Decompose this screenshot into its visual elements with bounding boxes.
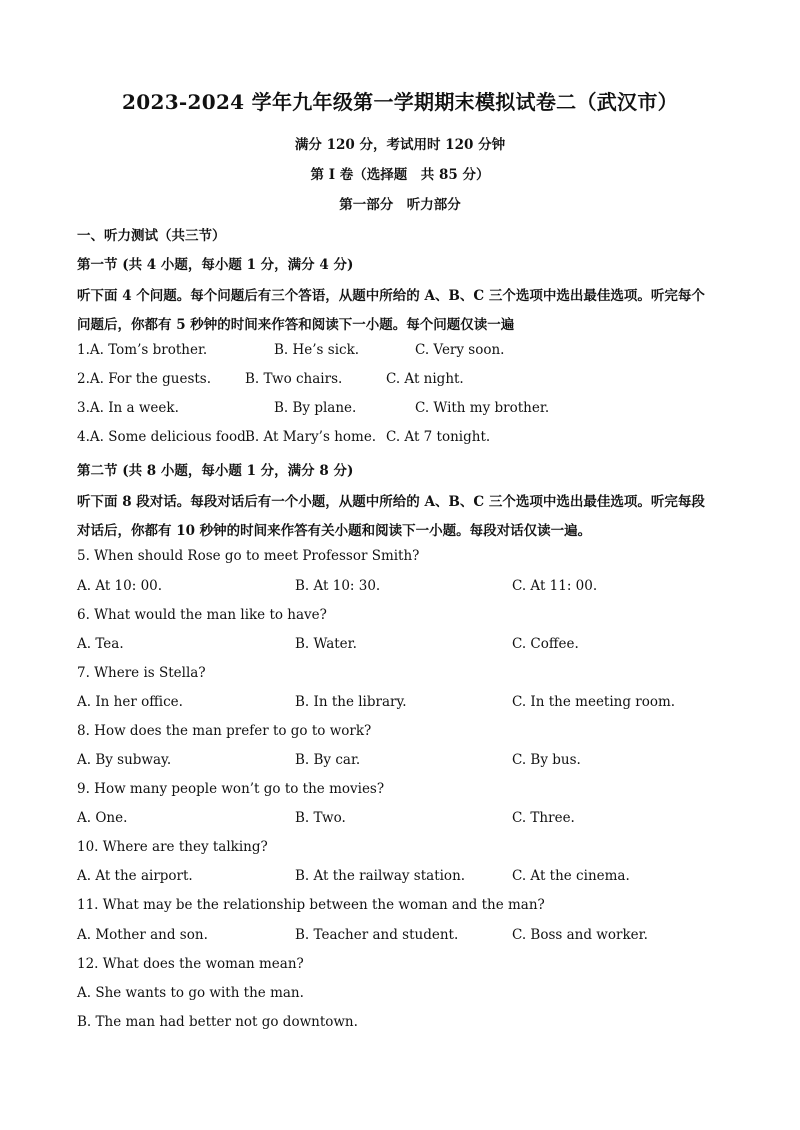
question-6-text: 6. What would the man like to have? [77, 607, 327, 623]
section1-instruction-1: 听下面 4 个问题。每个问题后有三个答语，从题中所给的 A、B、C 三个选项中选出最佳选项。听完每个 [77, 288, 705, 304]
question-9-text: 9. How many people won’t go to the movies? [77, 781, 385, 797]
volume-heading: 第 I 卷（选择题 共 85 分） [310, 167, 490, 183]
option-9b: B. Two. [295, 810, 346, 826]
option-4a: 4.A. Some delicious food. [77, 429, 251, 445]
question-11-text: 11. What may be the relationship between the woman and the man? [77, 897, 545, 913]
option-1c: C. Very soon. [415, 342, 505, 358]
question-7-text: 7. Where is Stella? [77, 665, 206, 681]
option-5c: C. At 11: 00. [512, 578, 598, 594]
option-7a: A. In her office. [77, 694, 183, 710]
option-12a: A. She wants to go with the man. [77, 985, 304, 1001]
option-11a: A. Mother and son. [77, 927, 208, 943]
option-5b: B. At 10: 30. [295, 578, 381, 594]
option-4c: C. At 7 tonight. [386, 429, 491, 445]
option-1a: 1.A. Tom’s brother. [77, 342, 208, 358]
question-8-text: 8. How does the man prefer to go to work? [77, 723, 372, 739]
option-11c: C. Boss and worker. [512, 927, 648, 943]
option-2c: C. At night. [386, 371, 464, 387]
option-10b: B. At the railway station. [295, 868, 466, 884]
option-2a: 2.A. For the guests. [77, 371, 212, 387]
option-2b: B. Two chairs. [245, 371, 343, 387]
option-4b: B. At Mary’s home. [245, 429, 377, 445]
option-10a: A. At the airport. [77, 868, 193, 884]
section2-instruction-1: 听下面 8 段对话。每段对话后有一个小题，从题中所给的 A、B、C 三个选项中选出最佳选项。听完每段 [77, 494, 705, 510]
section1-instruction-2: 问题后，你都有 5 秒钟的时间来作答和阅读下一小题。每个问题仅读一遍 [77, 317, 515, 333]
option-3c: C. With my brother. [415, 400, 550, 416]
section2-instruction-2: 对话后，你都有 10 秒钟的时间来作答有关小题和阅读下一小题。每段对话仅读一遍。 [77, 523, 592, 539]
option-3b: B. By plane. [274, 400, 357, 416]
page-title: 2023-2024 学年九年级第一学期期末模拟试卷二（武汉市） [122, 90, 678, 114]
question-12-text: 12. What does the woman mean? [77, 956, 304, 972]
option-10c: C. At the cinema. [512, 868, 630, 884]
option-6c: C. Coffee. [512, 636, 579, 652]
option-8a: A. By subway. [77, 752, 172, 768]
option-1b: B. He’s sick. [274, 342, 360, 358]
option-8b: B. By car. [295, 752, 361, 768]
option-9c: C. Three. [512, 810, 575, 826]
section-heading: 一、听力测试（共三节） [77, 228, 226, 244]
exam-subtitle: 满分 120 分，考试用时 120 分钟 [294, 137, 506, 153]
section1-heading: 第一节 (共 4 小题，每小题 1 分，满分 4 分) [77, 257, 354, 273]
option-12b: B. The man had better not go downtown. [77, 1014, 358, 1030]
option-9a: A. One. [77, 810, 128, 826]
option-8c: C. By bus. [512, 752, 581, 768]
option-6a: A. Tea. [77, 636, 124, 652]
section2-heading: 第二节 (共 8 小题，每小题 1 分，满分 8 分) [77, 463, 354, 479]
option-3a: 3.A. In a week. [77, 400, 179, 416]
question-5-text: 5. When should Rose go to meet Professor Smith? [77, 548, 420, 564]
part-heading: 第一部分 听力部分 [339, 197, 461, 213]
option-11b: B. Teacher and student. [295, 927, 459, 943]
option-7c: C. In the meeting room. [512, 694, 676, 710]
question-10-text: 10. Where are they talking? [77, 839, 268, 855]
option-5a: A. At 10: 00. [77, 578, 163, 594]
option-7b: B. In the library. [295, 694, 407, 710]
option-6b: B. Water. [295, 636, 357, 652]
